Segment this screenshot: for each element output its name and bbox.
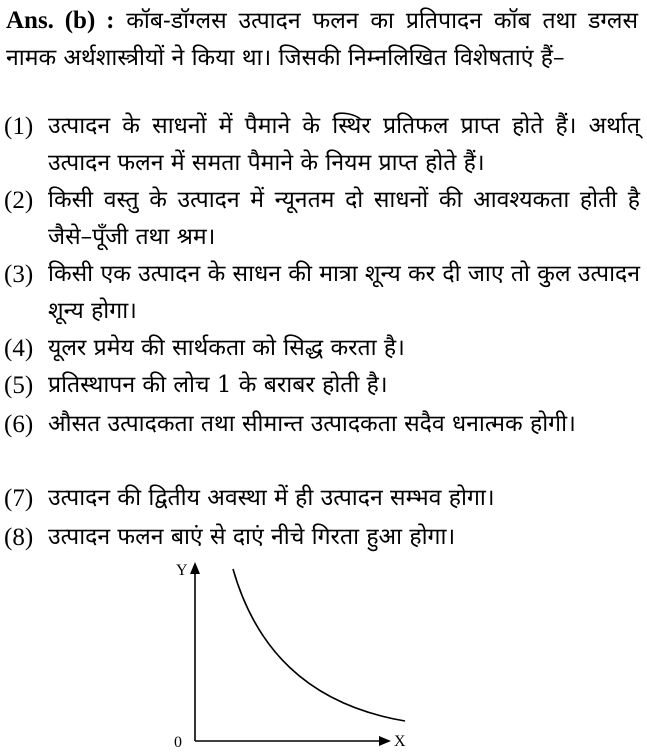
- list-item: [4, 256, 640, 330]
- x-axis-label: X: [394, 733, 406, 750]
- x-axis-arrow: [379, 736, 391, 746]
- list-item: [4, 182, 640, 256]
- item-text: उत्पादन की द्वितीय अवस्था में ही उत्पादन सम्भव होगा।: [48, 485, 495, 511]
- item-number: (7): [4, 485, 34, 512]
- item-text: उत्पादन फलन बाएं से दाएं नीचे गिरता हुआ होगा।: [48, 524, 456, 550]
- item-number: (1): [4, 113, 34, 140]
- item-text: प्रतिस्थापन की लोच 1 के बराबर होती है।: [48, 372, 388, 398]
- list-item: [4, 108, 640, 182]
- production-curve: [233, 569, 405, 721]
- list-item: [4, 330, 640, 367]
- item-text: किसी एक उत्पादन के साधन की मात्रा शून्य कर दी जाए तो कुल उत्पादन शून्य होगा।: [48, 261, 640, 324]
- origin-label: 0: [174, 734, 182, 751]
- answer-text: कॉब-डॉग्लस उत्पादन फलन का प्रतिपादन कॉब तथा डग्लस नामक अर्थशास्त्रीयों ने किया था। जिसकी निम्नलिखित विशेषताएं हैं–: [6, 8, 638, 71]
- item-number: (6): [4, 411, 34, 438]
- item-number: (8): [4, 524, 34, 551]
- y-axis-label: Y: [176, 562, 188, 579]
- answer-intro: [6, 2, 638, 77]
- item-text: औसत उत्पादकता तथा सीमान्त उत्पादकता सदैव धनात्मक होगी।: [48, 411, 576, 437]
- answer-label: Ans. (b) :: [6, 7, 115, 34]
- list-item: [4, 519, 640, 556]
- y-axis-arrow: [190, 562, 200, 574]
- item-text: यूलर प्रमेय की सार्थकता को सिद्ध करता है।: [48, 335, 405, 361]
- item-number: (5): [4, 372, 34, 399]
- list-item: [4, 480, 640, 517]
- item-text: उत्पादन के साधनों में पैमाने के स्थिर प्रतिफल प्राप्त होते हैं। अर्थात् उत्पादन फलन में समता पैमाने के नियम प्राप्त होते हैं।: [48, 113, 640, 176]
- list-item: [4, 367, 640, 404]
- item-number: (3): [4, 261, 34, 288]
- production-function-graph: [165, 556, 425, 753]
- item-text: किसी वस्तु के उत्पादन में न्यूनतम दो साधनों की आवश्यकता होती है जैसे–पूँजी तथा श्रम।: [48, 187, 640, 250]
- item-number: (2): [4, 187, 34, 214]
- list-item: [4, 406, 640, 443]
- item-number: (4): [4, 335, 34, 362]
